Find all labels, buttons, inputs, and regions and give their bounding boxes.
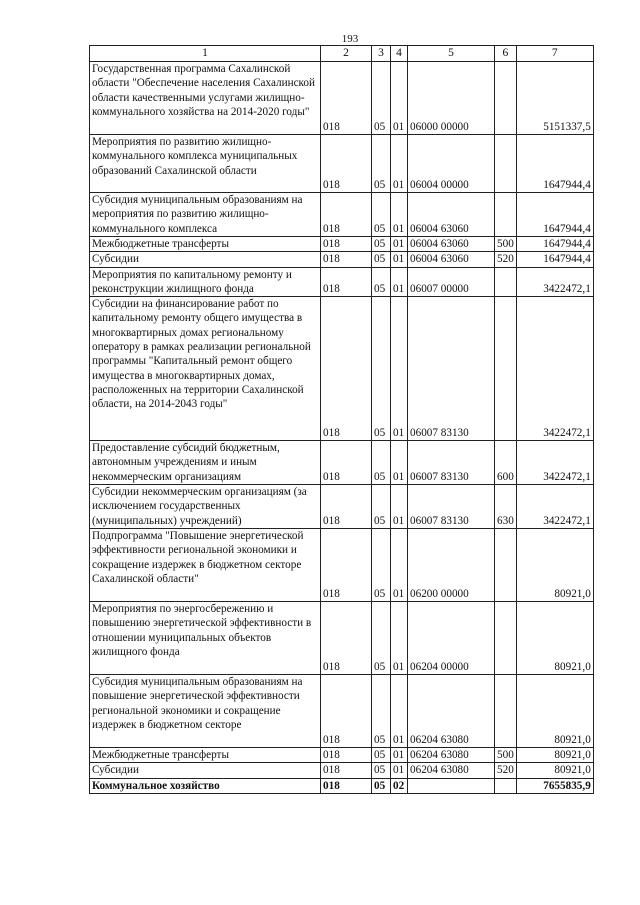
- cell-section: 05: [372, 237, 391, 252]
- cell-section: 05: [372, 748, 391, 763]
- header-row: [90, 46, 594, 62]
- cell-name: [90, 237, 321, 252]
- cell-name: [90, 485, 321, 529]
- cell-target-article: 06004 63060: [408, 193, 495, 237]
- cell-section: 05: [372, 135, 391, 193]
- cell-grbs: 018: [321, 267, 372, 297]
- cell-expense-type: [495, 602, 517, 675]
- cell-target-article: [408, 778, 495, 793]
- cell-name: [90, 267, 321, 297]
- cell-amount: 3422472,1: [516, 297, 593, 441]
- cell-grbs: 018: [321, 778, 372, 793]
- cell-name: [90, 193, 321, 237]
- table-row: [90, 485, 594, 529]
- cell-grbs: 018: [321, 135, 372, 193]
- cell-section: 05: [372, 778, 391, 793]
- cell-grbs: 018: [321, 763, 372, 778]
- cell-target-article: 06004 63060: [408, 237, 495, 252]
- header-cell-1: 1: [90, 46, 321, 62]
- cell-expense-type: [495, 267, 517, 297]
- cell-target-article: 06204 63080: [408, 748, 495, 763]
- cell-section: 05: [372, 763, 391, 778]
- header-cell-4: 4: [391, 46, 408, 62]
- cell-grbs: 018: [321, 193, 372, 237]
- table-row: [90, 763, 594, 778]
- cell-subsection: 01: [391, 748, 408, 763]
- cell-name: [90, 135, 321, 193]
- cell-name: [90, 441, 321, 485]
- cell-amount: 1647944,4: [516, 135, 593, 193]
- header-cell-5: 5: [408, 46, 495, 62]
- cell-subsection: 01: [391, 62, 408, 135]
- cell-expense-type: [495, 675, 517, 748]
- row-name-text: Коммунальное хозяйство: [92, 779, 220, 792]
- cell-amount: 80921,0: [516, 602, 593, 675]
- cell-amount: 3422472,1: [516, 485, 593, 529]
- cell-amount: 1647944,4: [516, 237, 593, 252]
- cell-amount: 80921,0: [516, 675, 593, 748]
- table-row: [90, 529, 594, 602]
- row-name-text: Субсидии некоммерческим организациям (за исключением государственных (муниципальных) учреждений): [92, 486, 307, 527]
- cell-expense-type: 500: [495, 237, 517, 252]
- cell-amount: 5151337,5: [516, 62, 593, 135]
- cell-expense-type: [495, 193, 517, 237]
- cell-name: [90, 252, 321, 267]
- cell-grbs: 018: [321, 748, 372, 763]
- cell-target-article: 06007 83130: [408, 485, 495, 529]
- cell-amount: 3422472,1: [516, 267, 593, 297]
- cell-section: 05: [372, 602, 391, 675]
- cell-target-article: 06004 63060: [408, 252, 495, 267]
- cell-grbs: 018: [321, 237, 372, 252]
- cell-subsection: 01: [391, 267, 408, 297]
- cell-target-article: 06200 00000: [408, 529, 495, 602]
- header-cell-3: 3: [372, 46, 391, 62]
- header-cell-7: 7: [516, 46, 593, 62]
- cell-amount: 80921,0: [516, 529, 593, 602]
- cell-amount: 3422472,1: [516, 441, 593, 485]
- table-row: [90, 675, 594, 748]
- row-name-text: Межбюджетные трансферты: [92, 749, 229, 762]
- table-row: [90, 237, 594, 252]
- table-row: [90, 748, 594, 763]
- cell-amount: 1647944,4: [516, 252, 593, 267]
- table-row: [90, 441, 594, 485]
- cell-target-article: 06000 00000: [408, 62, 495, 135]
- row-name-text: Подпрограмма "Повышение энергетической эффективности региональной экономики и сокращение издержек в бюджетном секторе Сахалинской области": [92, 530, 304, 586]
- header-cell-2: 2: [321, 46, 372, 62]
- cell-grbs: 018: [321, 602, 372, 675]
- cell-expense-type: [495, 297, 517, 441]
- cell-grbs: 018: [321, 441, 372, 485]
- cell-subsection: 01: [391, 485, 408, 529]
- row-name-text: Государственная программа Сахалинской области "Обеспечение населения Сахалинской области качественными услугами жилищно-коммунального хозяйства на 2014-2020 годы": [92, 63, 315, 118]
- cell-target-article: 06204 63080: [408, 763, 495, 778]
- row-name-text: Субсидия муниципальным образованиям на повышение энергетической эффективности региональной экономики и сокращение издержек в бюджетном секторе: [92, 676, 303, 732]
- cell-expense-type: 600: [495, 441, 517, 485]
- cell-grbs: 018: [321, 529, 372, 602]
- cell-grbs: 018: [321, 297, 372, 441]
- cell-grbs: 018: [321, 252, 372, 267]
- cell-grbs: 018: [321, 485, 372, 529]
- row-name-text: Мероприятия по капитальному ремонту и реконструкции жилищного фонда: [92, 268, 292, 295]
- cell-subsection: 01: [391, 237, 408, 252]
- cell-expense-type: [495, 778, 517, 793]
- cell-subsection: 01: [391, 297, 408, 441]
- row-name-text: Субсидии: [92, 253, 139, 266]
- cell-subsection: 01: [391, 135, 408, 193]
- cell-name: [90, 778, 321, 793]
- cell-expense-type: [495, 529, 517, 602]
- cell-expense-type: [495, 135, 517, 193]
- cell-section: 05: [372, 297, 391, 441]
- cell-name: [90, 297, 321, 441]
- row-name-text: Мероприятия по развитию жилищно-коммунального комплекса муниципальных образований Сахалинской области: [92, 136, 298, 177]
- cell-name: [90, 748, 321, 763]
- cell-amount: 7655835,9: [516, 778, 593, 793]
- cell-target-article: 06007 83130: [408, 441, 495, 485]
- cell-section: 05: [372, 252, 391, 267]
- header-cell-6: 6: [495, 46, 517, 62]
- table-row: [90, 297, 594, 441]
- cell-subsection: 01: [391, 252, 408, 267]
- cell-expense-type: 500: [495, 748, 517, 763]
- row-name-text: Мероприятия по энергосбережению и повышению энергетической эффективности в отношении муниципальных объектов жилищного фонда: [92, 603, 312, 659]
- cell-section: 05: [372, 267, 391, 297]
- table-row: [90, 62, 594, 135]
- cell-expense-type: 520: [495, 252, 517, 267]
- table-row: [90, 135, 594, 193]
- cell-section: 05: [372, 675, 391, 748]
- cell-subsection: 01: [391, 193, 408, 237]
- cell-target-article: 06007 83130: [408, 297, 495, 441]
- cell-subsection: 01: [391, 763, 408, 778]
- cell-name: [90, 763, 321, 778]
- row-name-text: Субсидии: [92, 764, 139, 777]
- cell-grbs: 018: [321, 675, 372, 748]
- page-number: 193: [341, 33, 359, 45]
- budget-table: [89, 45, 594, 794]
- cell-section: 05: [372, 62, 391, 135]
- cell-name: [90, 602, 321, 675]
- table-row: [90, 267, 594, 297]
- total-row: [90, 778, 594, 793]
- cell-expense-type: 630: [495, 485, 517, 529]
- cell-subsection: 01: [391, 529, 408, 602]
- table-row: [90, 602, 594, 675]
- cell-subsection: 01: [391, 441, 408, 485]
- cell-section: 05: [372, 485, 391, 529]
- cell-target-article: 06204 63080: [408, 675, 495, 748]
- cell-name: [90, 675, 321, 748]
- cell-subsection: 02: [391, 778, 408, 793]
- cell-section: 05: [372, 193, 391, 237]
- row-name-text: Субсидии на финансирование работ по капитальному ремонту общего имущества в многоквартирных домах региональному оператору в рамках реализации региональной программы "Капитальный ремонт общего имущества в многоквартирных домах, расположенных на территории Сахалинской области, на 2014-2043 годы": [92, 298, 311, 411]
- cell-subsection: 01: [391, 675, 408, 748]
- cell-amount: 80921,0: [516, 748, 593, 763]
- cell-name: [90, 62, 321, 135]
- cell-expense-type: [495, 62, 517, 135]
- row-name-text: Субсидия муниципальным образованиям на мероприятия по развитию жилищно-коммунального комплекса: [92, 194, 303, 235]
- cell-amount: 1647944,4: [516, 193, 593, 237]
- cell-target-article: 06007 00000: [408, 267, 495, 297]
- cell-section: 05: [372, 441, 391, 485]
- cell-amount: 80921,0: [516, 763, 593, 778]
- cell-grbs: 018: [321, 62, 372, 135]
- cell-target-article: 06204 00000: [408, 602, 495, 675]
- cell-name: [90, 529, 321, 602]
- cell-expense-type: 520: [495, 763, 517, 778]
- row-name-text: Предоставление субсидий бюджетным, автономным учреждениям и иным некоммерческим организациям: [92, 442, 280, 483]
- table-row: [90, 252, 594, 267]
- cell-section: 05: [372, 529, 391, 602]
- cell-target-article: 06004 00000: [408, 135, 495, 193]
- table-row: [90, 193, 594, 237]
- row-name-text: Межбюджетные трансферты: [92, 238, 229, 250]
- cell-subsection: 01: [391, 602, 408, 675]
